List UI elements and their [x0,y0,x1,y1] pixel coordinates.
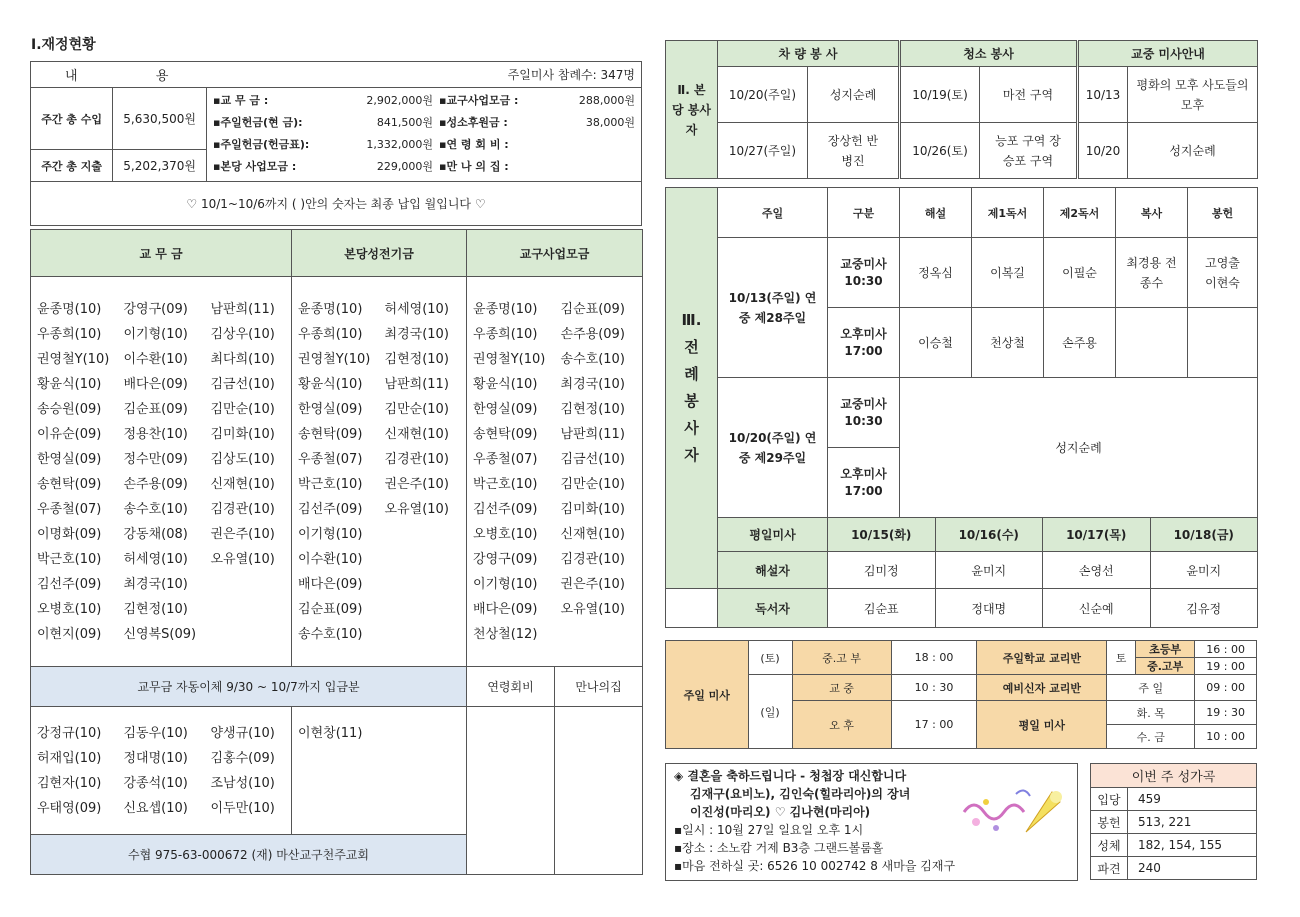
reader-label: 독서자 [718,589,828,628]
parish-service-table [665,40,1258,179]
name-entry: 김금선(10) [210,377,275,392]
name-entry: 김선주(09) [298,502,363,517]
week2-main-mass: 교중미사 10:30 [828,378,900,448]
name-entry: 권은주(10) [560,577,625,592]
name-entry: 김선주(09) [473,502,538,517]
cleaning-area-2: 능포 구역 장승포 구역 [980,123,1078,179]
name-entry: 정대명(10) [123,751,188,766]
finance-items-col1: ▪교 무 금 : 2,902,000원 ▪주일헌금(현 금): 841,500원 ▪주일헌금(헌금표): 1,332,000원 ▪본당 사업모금 : 229,000원 [213,94,433,173]
name-entry: 송승원(09) [37,402,102,417]
name-entry: 송현탁(09) [298,427,363,442]
name-entry: 허세영(10) [384,302,449,317]
liturgy-header-sunday: 주일 [718,188,828,238]
reader-4: 김유정 [1186,601,1222,616]
week1-evening-mass: 오후미사 17:00 [828,308,900,378]
school-youth: 중.고부 [1135,658,1194,675]
name-entry: 천상철(12) [473,627,538,642]
week1-main-reader2: 이필순 [1044,238,1116,308]
name-entry: 김순표(09) [560,302,625,317]
week2-note: 성지순례 [900,378,1258,518]
name-entry: 강영구(09) [123,302,188,317]
vehicle-date-2: 10/27(주일) [718,123,808,179]
weekday-days-1: 화. 목 [1107,701,1195,725]
mass-afternoon: 오 후 [792,701,891,749]
hymns-table [1090,763,1257,880]
weekday-mass-label: 평일 미사 [977,701,1107,749]
hymns-title: 이번 주 성가곡 [1091,764,1257,788]
week1-main-mass: 교중미사 10:30 [828,238,900,308]
col-header-building-fund: 본당성전기금 [292,230,467,277]
name-entry: 허재입(10) [37,751,102,766]
name-entry: 배다은(09) [473,602,538,617]
name-entry: 최경국(10) [384,327,449,342]
name-entry: 윤종명(10) [473,302,538,317]
names-col-7 [555,277,643,667]
name-entry: 권은주(10) [384,477,449,492]
auto-names-col-2 [118,707,205,835]
vehicle-name-1: 성지순례 [808,67,900,123]
commentator-1: 김미정 [828,552,936,588]
sunday-label: (일) [748,675,792,749]
weekday-date-4: 10/18(금) [1173,528,1234,542]
school-elementary-time: 16 : 00 [1195,641,1257,658]
name-entry: 김만순(10) [210,402,275,417]
auto-names-col-3 [205,707,292,835]
weekday-date-1: 10/15(화) [828,518,936,551]
name-entry: 신재현(10) [560,527,625,542]
name-entry: 이기형(10) [473,577,538,592]
name-entry: 우종철(07) [37,502,102,517]
name-entry: 우종희(10) [37,327,102,342]
commentator-2: 윤미지 [936,552,1044,588]
name-entry: 송현탁(09) [473,427,538,442]
week1-evening-offering [1188,308,1258,378]
name-entry: 김현정(10) [123,602,188,617]
name-entry: 강영구(09) [473,552,538,567]
commentator-label: 해설자 [718,552,828,589]
name-entry: 송수호(10) [123,502,188,517]
liturgy-header-type: 구분 [828,188,900,238]
weekday-time-1: 19 : 30 [1195,701,1257,725]
col-header-diocese-fund: 교구사업모금 [467,230,643,277]
name-entry: 조남성(10) [210,776,275,791]
name-entry: 권은주(10) [210,527,275,542]
name-entry: 우태영(09) [37,801,102,816]
guide-date-2: 10/20 [1078,123,1128,179]
name-entry: 권영철Y(10) [298,352,371,367]
week2-evening-mass: 오후미사 17:00 [828,448,900,518]
name-entry: 김현정(10) [384,352,449,367]
week1-main-commentator: 정옥심 [900,238,972,308]
week1-main-servers: 최경용 전종수 [1116,238,1188,308]
liturgy-header-server: 복사 [1116,188,1188,238]
auto-transfer-header: 교무금 자동이체 9/30 ~ 10/7까지 입금분 [31,667,467,707]
names-col-6 [467,277,555,667]
weekday-date-2: 10/16(수) [936,518,1044,551]
name-entry: 김동우(10) [123,726,188,741]
name-entry: 권영철Y(10) [37,352,110,367]
catechumen-day: 주 일 [1107,675,1195,701]
name-entry: 정수만(09) [123,452,188,467]
name-entry: 김현정(10) [560,402,625,417]
col-header-kyomugeum: 교 무 금 [31,230,292,277]
name-entry: 송수호(10) [560,352,625,367]
header-label-1: 내 [65,69,78,84]
name-entry: 김만순(10) [560,477,625,492]
name-entry: 김홍수(09) [210,751,275,766]
name-entry: 김경관(10) [560,552,625,567]
name-entry: 김선주(09) [37,577,102,592]
name-entry: 최경국(10) [560,377,625,392]
mass-main-time: 10 : 30 [891,675,977,701]
name-entry: 배다은(09) [123,377,188,392]
mass-main: 교 중 [792,675,891,701]
income-value: 5,630,500원 [113,88,207,150]
finance-items-col2: ▪교구사업모금 : 288,000원 ▪성소후원금 : 38,000원 ▪연 령 회 비 : ▪만 나 의 집 : [439,94,635,173]
week2-label: 10/20(주일) 연중 제29주일 [718,378,828,518]
wedding-notice [665,763,1078,881]
week1-evening-reader1: 천상철 [972,308,1044,378]
name-entry: 남판희(11) [210,302,275,317]
name-entry: 이기형(10) [123,327,188,342]
week1-evening-reader2: 손주용 [1044,308,1116,378]
wedding-date: ▪일시 : 10월 27일 일요일 오후 1시 [674,823,864,837]
wedding-title: ◈ 결혼을 축하드립니다 - 청첩장 대신합니다 [674,769,907,783]
name-entry: 이명화(09) [37,527,102,542]
week1-evening-servers [1116,308,1188,378]
name-entry: 오유열(10) [560,602,625,617]
name-entry: 김현자(10) [37,776,102,791]
header-cleaning: 청소 봉사 [900,41,1078,67]
bank-account: 수협 975-63-000672 (재) 마산교구천주교회 [31,835,467,875]
name-entry: 손주용(09) [560,327,625,342]
name-entry: 황윤식(10) [37,377,102,392]
name-entry: 강정규(10) [37,726,102,741]
name-entry: 송수호(10) [298,627,363,642]
name-entry: 김상도(10) [210,452,275,467]
name-entry: 이수환(10) [298,552,363,567]
name-entry: 강종석(10) [123,776,188,791]
vehicle-name-2: 장상헌 반병진 [808,123,900,179]
expense-value: 5,202,370원 [113,150,207,182]
manna-house-cell [555,707,643,875]
liturgy-header-offering: 봉헌 [1188,188,1258,238]
reader-1: 김순표 [828,589,936,627]
name-entry: 오유열(10) [210,552,275,567]
name-entry: 배다은(09) [298,577,363,592]
name-entry: 신재현(10) [210,477,275,492]
reader-2: 정대명 [936,589,1044,627]
mass-schedule-table [665,640,1257,749]
name-entry: 양생규(10) [210,726,275,741]
name-entry: 김순표(09) [123,402,188,417]
expense-label: 주간 총 지출 [31,150,113,182]
hymn-entrance: 459 [1128,788,1257,811]
name-entry: 박근호(10) [298,477,363,492]
cleaning-area-1: 마전 구역 [980,67,1078,123]
auto-names-col-1 [31,707,118,835]
wedding-place: ▪장소 : 소노캄 거제 B3층 그랜드볼룸홀 [674,841,884,855]
mass-youth: 중.고 부 [792,641,891,675]
name-entry: 이현지(09) [37,627,102,642]
weekday-days-2: 수. 금 [1107,725,1195,749]
name-entry: 손주용(09) [123,477,188,492]
sunday-mass-label: 주일 미사 [666,641,749,749]
name-entry: 한영실(09) [298,402,363,417]
name-entry: 김상우(10) [210,327,275,342]
saturday-label: (토) [748,641,792,675]
names-col-3 [205,277,292,667]
name-entry: 남판희(11) [384,377,449,392]
name-entry: 황윤식(10) [298,377,363,392]
celebration-icon [956,782,1066,842]
week1-main-reader1: 이복길 [972,238,1044,308]
weekday-mass-header: 평일미사 [718,518,828,552]
payment-notice: ♡ 10/1~10/6까지 ( )안의 숫자는 최종 납입 월입니다 ♡ [31,182,642,226]
name-entry: 오병호(10) [37,602,102,617]
catechumen-label: 예비신자 교리반 [977,675,1107,701]
income-label: 주간 총 수입 [31,88,113,150]
sunday-school-label: 주일학교 교리반 [977,641,1107,675]
name-entry: 남판희(11) [560,427,625,442]
attendance-count: 주일미사 참례수: 347명 [207,62,642,88]
contribution-names-table [30,229,643,875]
weekday-date-3: 10/17(목) [1043,518,1151,551]
name-entry: 김금선(10) [560,452,625,467]
name-entry: 송현탁(09) [37,477,102,492]
col-header-manna-house: 만나의집 [555,667,643,707]
catechumen-time: 09 : 00 [1195,675,1257,701]
name-entry: 정용찬(10) [123,427,188,442]
parish-service-section: Ⅱ. 본 당 봉사자 [666,41,718,179]
name-entry: 허세영(10) [123,552,188,567]
name-entry: 최경국(10) [123,577,188,592]
cleaning-date-1: 10/19(토) [900,67,980,123]
name-entry: 한영실(09) [473,402,538,417]
name-entry: 우종철(07) [298,452,363,467]
name-entry: 이수환(10) [123,352,188,367]
name-entry: 김순표(09) [298,602,363,617]
funeral-fee-cell [467,707,555,875]
names-col-1 [31,277,118,667]
header-mass-guide: 교중 미사안내 [1078,41,1258,67]
header-vehicle: 차 량 봉 사 [718,41,900,67]
names-col-2 [118,277,205,667]
name-entry: 박근호(10) [37,552,102,567]
name-entry: 신영복S(09) [123,627,197,642]
sunday-school-day: 토 [1107,641,1136,675]
name-entry: 신요셉(10) [123,801,188,816]
hymn-communion: 182, 154, 155 [1128,834,1257,857]
name-entry: 최다희(10) [210,352,275,367]
name-entry: 이기형(10) [298,527,363,542]
auto-names-col-4 [292,707,467,835]
vehicle-date-1: 10/20(주일) [718,67,808,123]
name-entry: 신재현(10) [384,427,449,442]
name-entry: 김경관(10) [384,452,449,467]
col-header-funeral-fee: 연령회비 [467,667,555,707]
name-entry: 오유열(10) [384,502,449,517]
week1-main-offering: 고영출 이현숙 [1188,238,1258,308]
section-title-finance: Ⅰ.재정현황 [31,37,96,53]
reader-3: 신순예 [1043,589,1151,627]
cleaning-date-2: 10/26(토) [900,123,980,179]
name-entry: 우종희(10) [473,327,538,342]
liturgy-header-reading1: 제1독서 [972,188,1044,238]
names-col-4 [292,277,379,667]
school-youth-time: 19 : 00 [1195,658,1257,675]
wedding-couple: 이진성(마리오) ♡ 김나현(마리아) [690,805,871,819]
guide-date-1: 10/13 [1078,67,1128,123]
name-entry: 김미화(10) [210,427,275,442]
name-entry: 윤종명(10) [298,302,363,317]
hymn-recessional: 240 [1128,857,1257,880]
school-elementary: 초등부 [1135,641,1194,658]
name-entry: 김만순(10) [384,402,449,417]
week1-evening-commentator: 이승철 [900,308,972,378]
wedding-account: ▪마음 전하실 곳: 6526 10 002742 8 새마을 김재구 [674,859,956,873]
names-col-5 [379,277,467,667]
hymn-entrance-label: 입당 [1091,788,1128,811]
mass-afternoon-time: 17 : 00 [891,701,977,749]
wedding-parents: 김재구(요비노), 김인숙(힐라리아)의 장녀 [690,787,911,801]
name-entry: 강동채(08) [123,527,188,542]
commentator-3: 손영선 [1043,552,1151,588]
name-entry: 권영철Y(10) [473,352,546,367]
name-entry: 이현창(11) [298,726,363,741]
name-entry: 이두만(10) [210,801,275,816]
name-entry: 이유순(09) [37,427,102,442]
finance-summary-table [30,61,642,226]
hymn-recessional-label: 파견 [1091,857,1128,880]
name-entry: 박근호(10) [473,477,538,492]
liturgy-section: Ⅲ. 전 례 봉 사 자 [666,188,718,589]
name-entry: 한영실(09) [37,452,102,467]
name-entry: 우종철(07) [473,452,538,467]
hymn-offertory-label: 봉헌 [1091,811,1128,834]
name-entry: 황윤식(10) [473,377,538,392]
name-entry: 오병호(10) [473,527,538,542]
name-entry: 김경관(10) [210,502,275,517]
name-entry: 김미화(10) [560,502,625,517]
liturgy-service-table [665,187,1258,628]
name-entry: 윤종명(10) [37,302,102,317]
hymn-offertory: 513, 221 [1128,811,1257,834]
mass-youth-time: 18 : 00 [891,641,977,675]
weekday-time-2: 10 : 00 [1195,725,1257,749]
commentator-4: 윤미지 [1186,563,1222,578]
header-label-2: 용 [155,69,169,84]
week1-label: 10/13(주일) 연중 제28주일 [718,238,828,378]
guide-name-1: 평화의 모후 사도들의 모후 [1128,67,1258,123]
liturgy-header-commentary: 해설 [900,188,972,238]
guide-name-2: 성지순례 [1128,123,1258,179]
liturgy-header-reading2: 제2독서 [1044,188,1116,238]
hymn-communion-label: 성체 [1091,834,1128,857]
name-entry: 우종희(10) [298,327,363,342]
